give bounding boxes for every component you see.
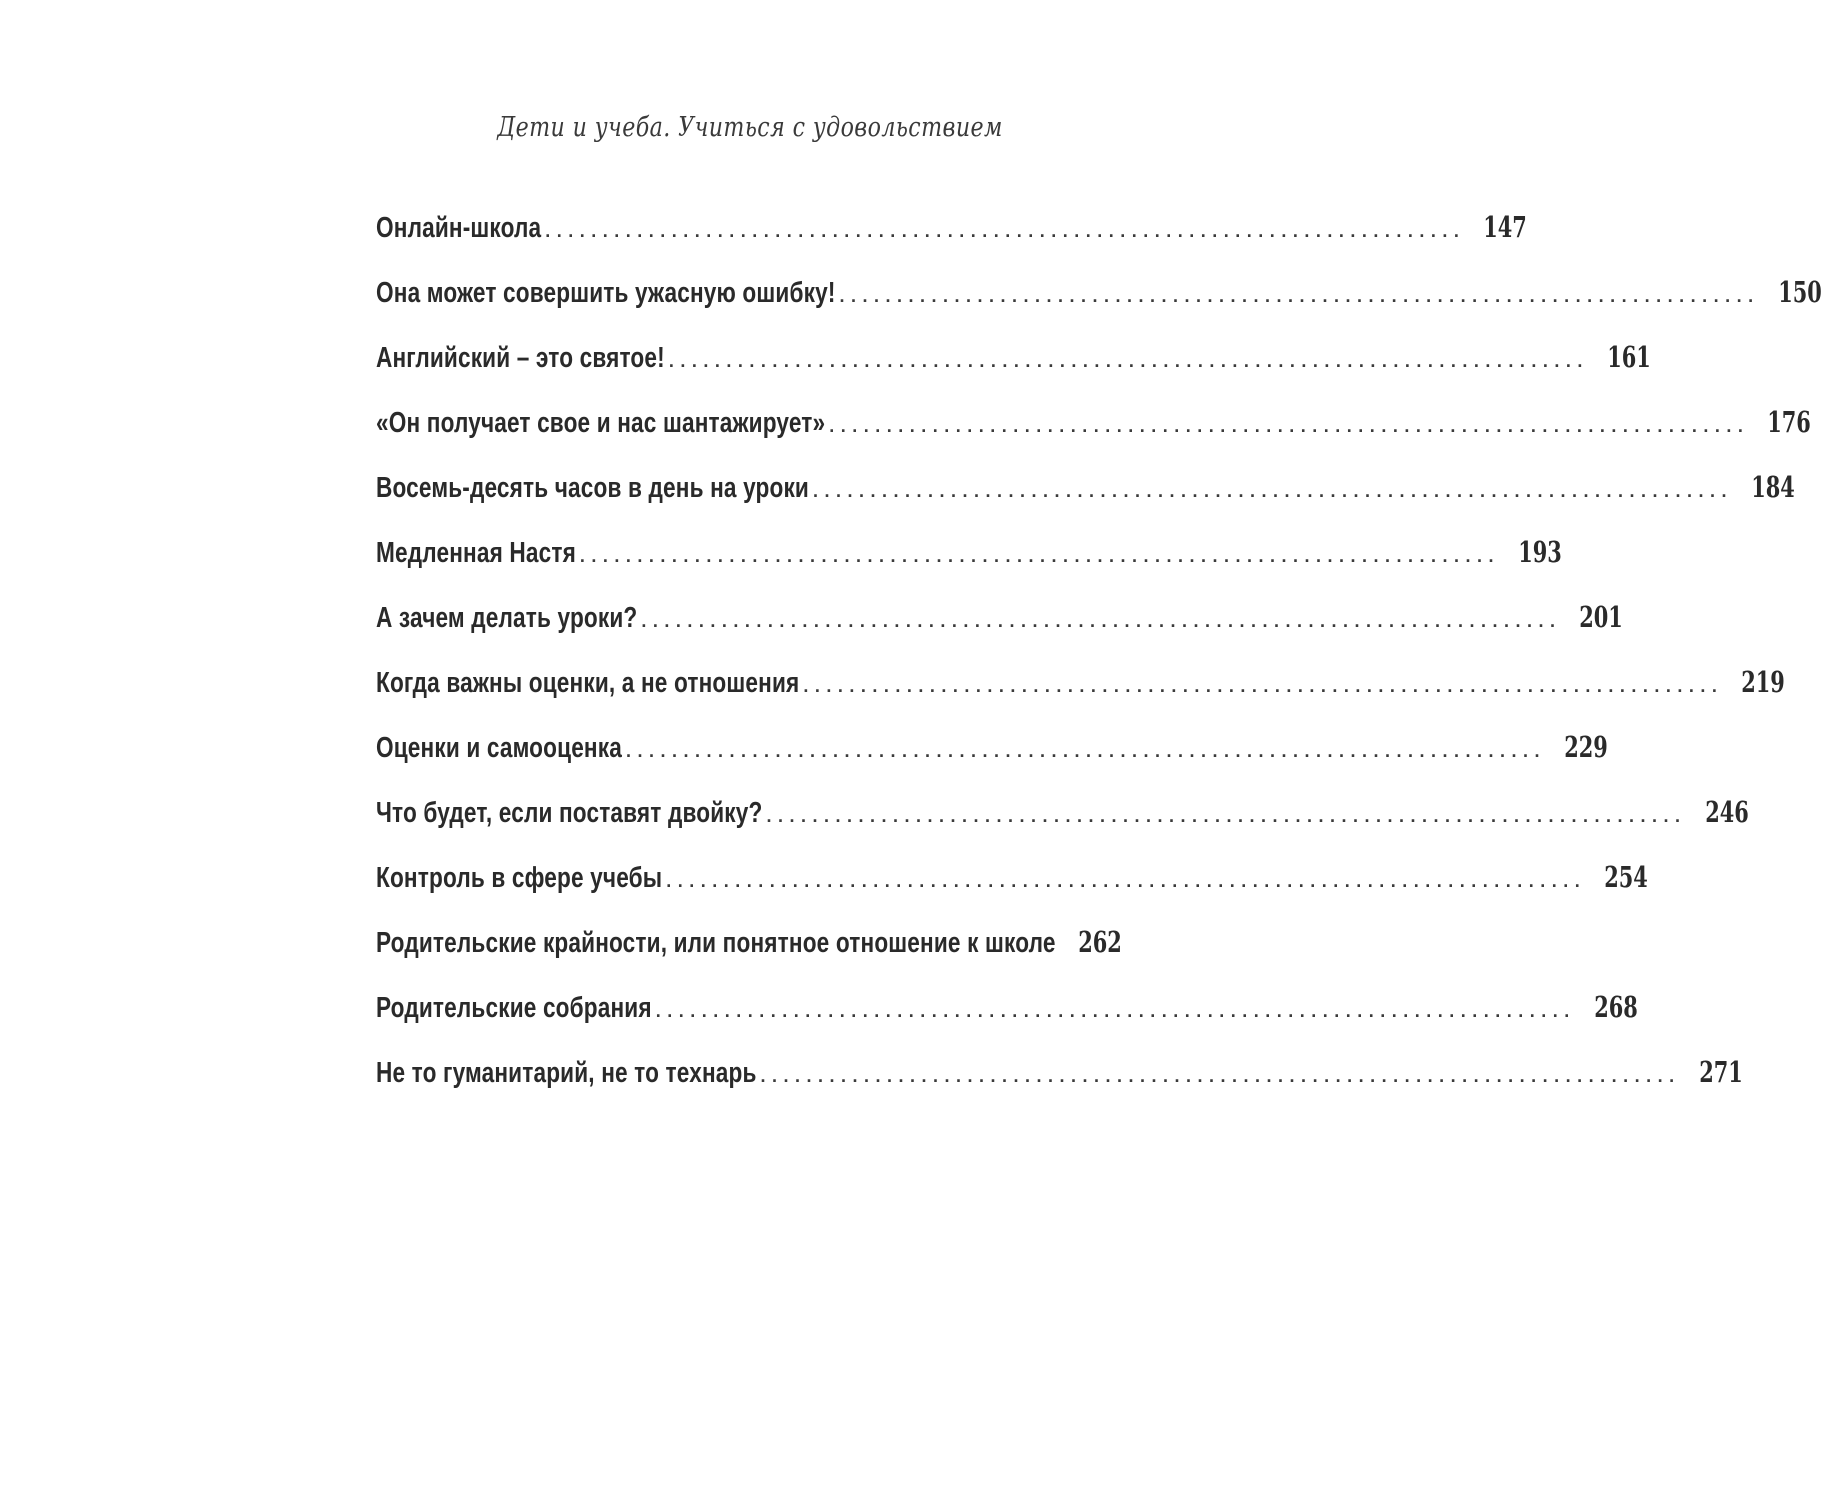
table-of-contents: [376, 210, 1821, 1120]
toc-entry: [376, 795, 1749, 860]
toc-entry: [376, 665, 1786, 730]
toc-dot-leader: ................................................................................: [625, 741, 1547, 761]
toc-entry-title: Оценки и самооценка: [376, 732, 622, 764]
toc-entry: [376, 730, 1608, 795]
toc-entry-title: Не то гуманитарий, не то технарь: [376, 1057, 757, 1089]
toc-dot-leader: ................................................................................: [839, 286, 1760, 306]
toc-dot-leader: ................................................................................: [641, 611, 1562, 631]
toc-entry-page: 161: [1607, 340, 1651, 374]
toc-entry-title: Онлайн-школа: [376, 212, 542, 244]
toc-entry: [376, 340, 1651, 405]
toc-entry-title: Английский – это святое!: [376, 342, 665, 374]
toc-entry-title: «Он получает свое и нас шантажирует»: [376, 407, 826, 439]
toc-entry: [376, 990, 1638, 1055]
toc-entry: [376, 925, 1122, 990]
toc-entry-page: 254: [1604, 860, 1649, 894]
toc-entry-title: Восемь-десять часов в день на уроки: [376, 472, 809, 504]
toc-entry-page: 184: [1751, 470, 1795, 504]
toc-dot-leader: ................................................................................: [545, 221, 1466, 241]
toc-entry-title: Родительские крайности, или понятное отношение к школе: [376, 927, 1056, 959]
toc-entry-page: 219: [1741, 665, 1786, 699]
toc-entry: [376, 275, 1821, 340]
toc-dot-leader: ................................................................................: [579, 546, 1500, 566]
toc-dot-leader: ................................................................................: [668, 351, 1589, 371]
toc-entry-title: Родительские собрания: [376, 992, 652, 1024]
toc-entry-page: 262: [1077, 925, 1122, 959]
toc-dot-leader: ................................................................................: [766, 806, 1687, 826]
toc-entry: [376, 210, 1528, 275]
toc-entry-page: 176: [1767, 405, 1812, 439]
toc-entry-page: 201: [1579, 600, 1624, 634]
toc-entry-page: 229: [1564, 730, 1608, 764]
toc-entry-title: Медленная Настя: [376, 537, 576, 569]
toc-entry-title: Когда важны оценки, а не отношения: [376, 667, 800, 699]
toc-entry-title: Она может совершить ужасную ошибку!: [376, 277, 836, 309]
toc-dot-leader: ................................................................................: [812, 481, 1734, 501]
toc-dot-leader: ................................................................................: [760, 1066, 1681, 1086]
toc-dot-leader: ................................................................................: [666, 871, 1587, 891]
toc-entry-page: 150: [1777, 275, 1821, 309]
toc-entry: [376, 600, 1624, 665]
running-header: Дети и учеба. Учиться с удовольствием: [497, 112, 1003, 143]
toc-entry: [376, 470, 1795, 535]
toc-entry: [376, 860, 1649, 925]
toc-entry-title: А зачем делать уроки?: [376, 602, 638, 634]
toc-entry: [376, 535, 1562, 600]
toc-entry: [376, 405, 1812, 470]
toc-entry-page: 246: [1704, 795, 1749, 829]
toc-entry-page: 193: [1518, 535, 1562, 569]
toc-entry-title: Контроль в сфере учебы: [376, 862, 663, 894]
toc-dot-leader: ................................................................................: [655, 1001, 1576, 1021]
toc-entry: [376, 1055, 1743, 1120]
toc-dot-leader: ................................................................................: [803, 676, 1724, 696]
toc-dot-leader: ................................................................................: [829, 416, 1750, 436]
toc-entry-title: Что будет, если поставят двойку?: [376, 797, 763, 829]
toc-entry-page: 271: [1698, 1055, 1743, 1089]
toc-entry-page: 147: [1483, 210, 1528, 244]
toc-entry-page: 268: [1594, 990, 1638, 1024]
